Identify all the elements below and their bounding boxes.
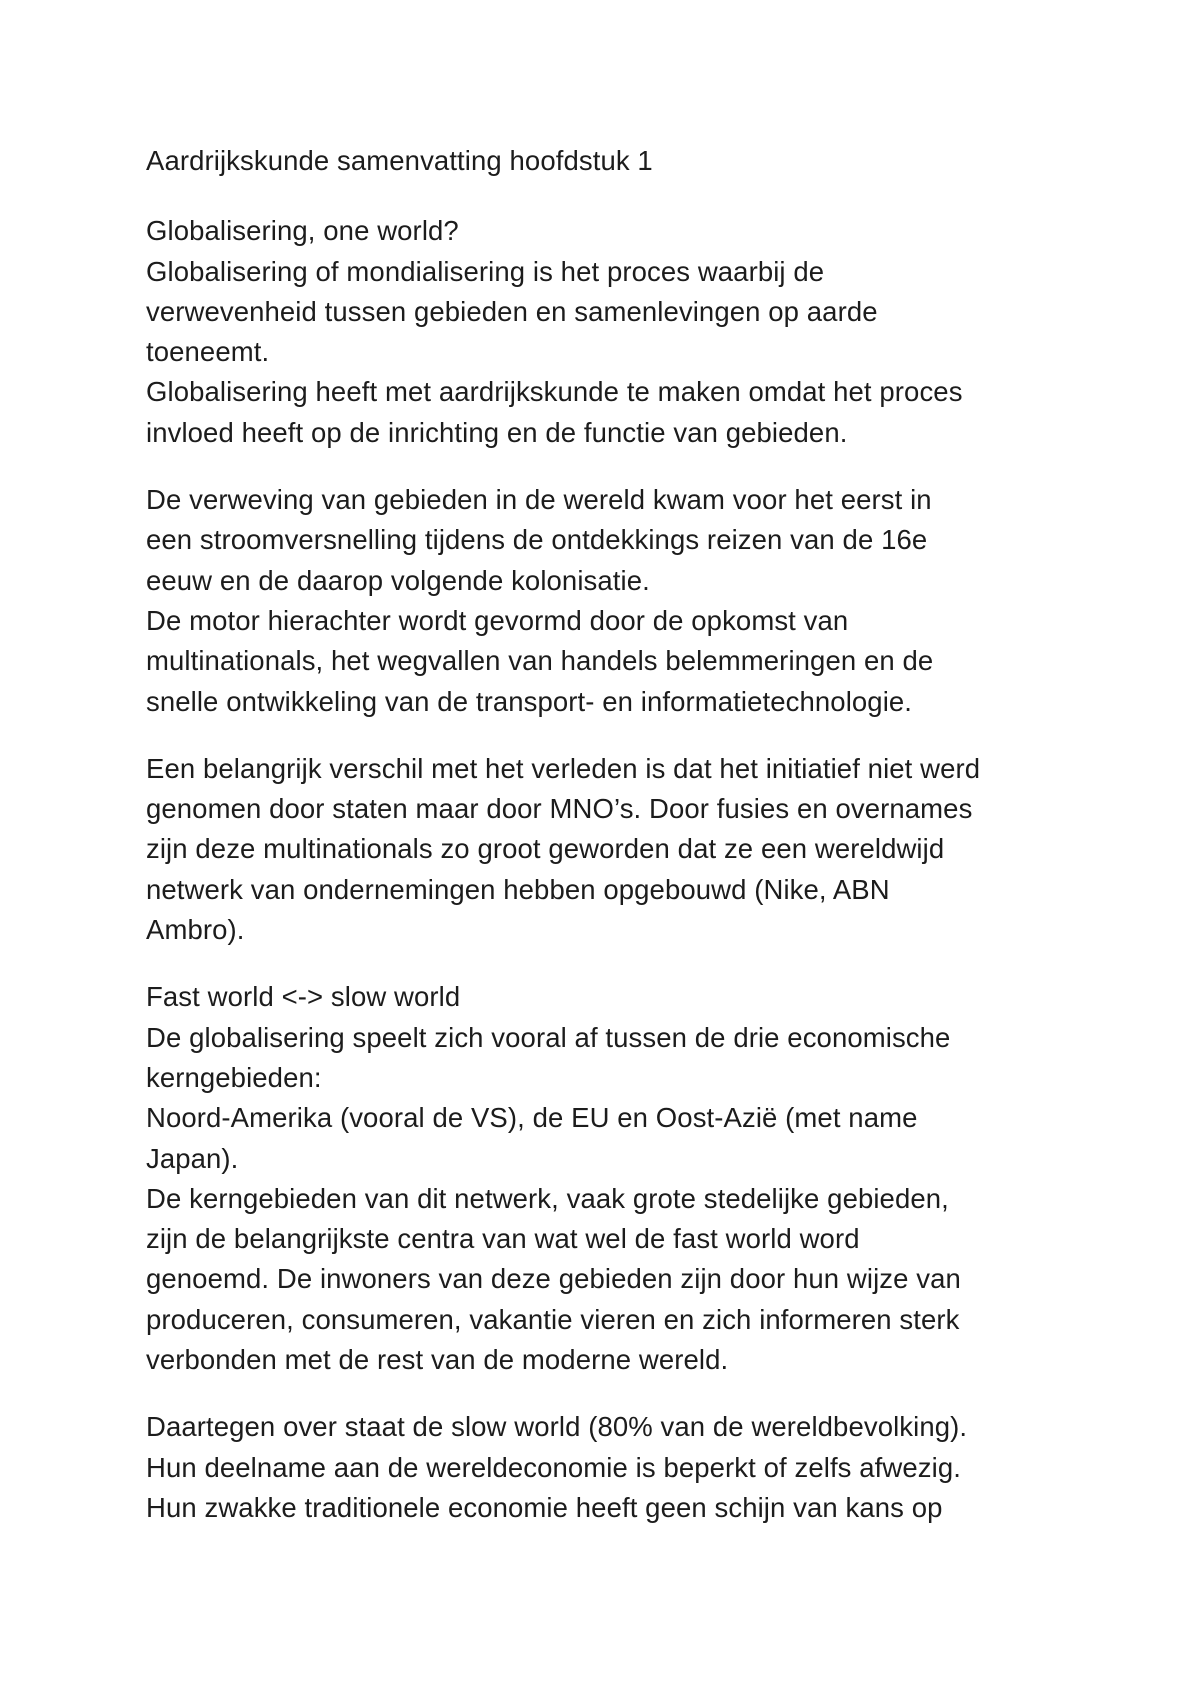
paragraph-fast-world [146,977,1086,1380]
text-line: verbonden met de rest van de moderne wereld. [146,1344,729,1376]
text-line: zijn de belangrijkste centra van wat wel de fast world word [146,1223,860,1255]
text-line: Ambro). [146,914,245,946]
text-line: genomen door staten maar door MNO’s. Door fusies en overnames [146,793,973,825]
text-line: Een belangrijk verschil met het verleden is dat het initiatief niet werd [146,752,981,784]
text-line: Globalisering heeft met aardrijkskunde te maken omdat het proces [146,376,963,408]
spacer [146,1380,1086,1407]
text-line: De verweving van gebieden in de wereld kwam voor het eerst in [146,484,932,516]
text-line: Daartegen over staat de slow world (80% van de wereldbevolking). [146,1411,968,1443]
spacer [146,453,1086,480]
text-line: produceren, consumeren, vakantie vieren en zich informeren sterk [146,1303,960,1335]
text-line: Globalisering of mondialisering is het proces waarbij de [146,255,825,287]
text-line: een stroomversnelling tijdens de ontdekkings reizen van de 16e [146,524,928,556]
paragraph-verweving [146,480,1086,722]
text-line: netwerk van ondernemingen hebben opgebouwd (Nike, ABN [146,873,890,905]
section-heading: Globalisering, one world? [146,215,459,247]
text-line: Hun zwakke traditionele economie heeft geen schijn van kans op [146,1491,943,1523]
text-line: genoemd. De inwoners van deze gebieden zijn door hun wijze van [146,1263,961,1295]
text-line: toeneemt. [146,336,270,368]
spacer [146,950,1086,977]
paragraph-verschil [146,749,1086,950]
text-line: zijn deze multinationals zo groot geworden dat ze een wereldwijd [146,833,945,865]
paragraph-slow-world [146,1407,1086,1528]
text-line: Hun deelname aan de wereldeconomie is beperkt of zelfs afwezig. [146,1451,961,1483]
spacer [146,722,1086,749]
text-line: Noord-Amerika (vooral de VS), de EU en Oost-Azië (met name [146,1102,918,1134]
text-line: multinationals, het wegvallen van handels belemmeringen en de [146,645,934,677]
text-line: kerngebieden: [146,1061,322,1093]
text-line: snelle ontwikkeling van de transport- en informatietechnologie. [146,685,913,717]
text-line: eeuw en de daarop volgende kolonisatie. [146,564,650,596]
paragraph-globalisering [146,211,1086,453]
text-line: De motor hierachter wordt gevormd door de opkomst van [146,604,849,636]
spacer [146,181,1086,211]
text-line: De globalisering speelt zich vooral af tussen de drie economische [146,1021,951,1053]
document-title: Aardrijkskunde samenvatting hoofdstuk 1 [146,145,653,176]
text-line: invloed heeft op de inrichting en de functie van gebieden. [146,416,848,448]
text-line: Japan). [146,1142,239,1174]
section-heading: Fast world <-> slow world [146,981,461,1013]
document-body [146,141,1086,1528]
text-line: De kerngebieden van dit netwerk, vaak grote stedelijke gebieden, [146,1182,949,1214]
text-line: verwevenheid tussen gebieden en samenlevingen op aarde [146,295,878,327]
